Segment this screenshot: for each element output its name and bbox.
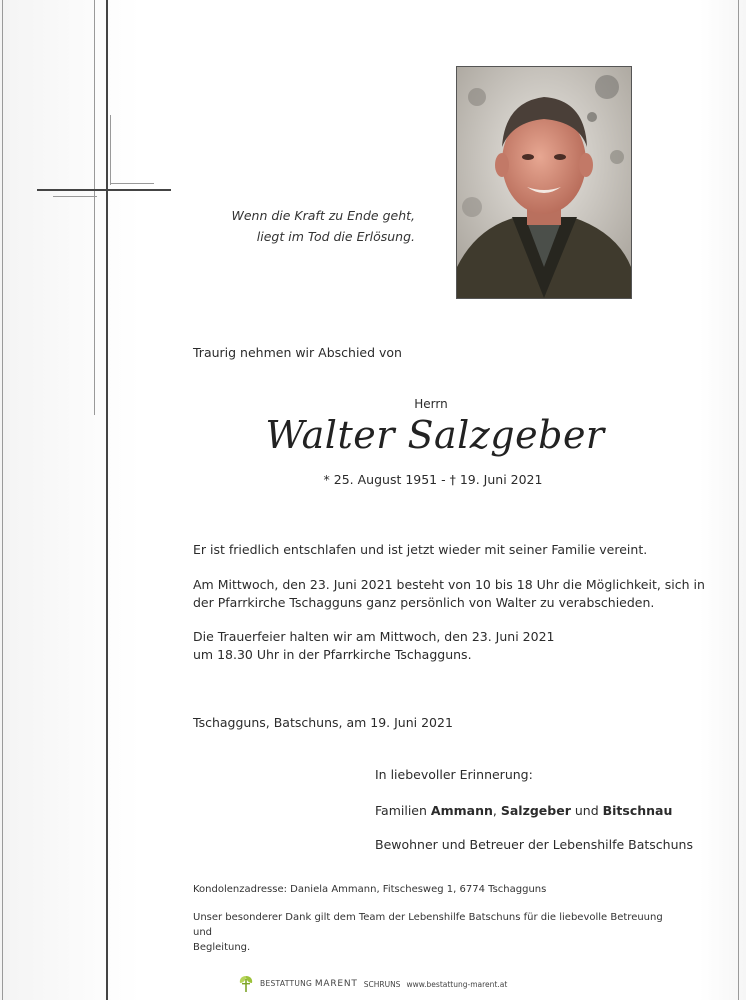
thanks-text: [193, 910, 673, 955]
family-name: Bitschnau: [602, 803, 673, 818]
quote: [200, 205, 415, 247]
condolence-address: Kondolenzadresse: Daniela Ammann, Fitschesweg 1, 6774 Tschagguns: [193, 884, 547, 895]
cross-horizontal-line: [37, 189, 171, 191]
life-dates: * 25. August 1951 - † 19. Juni 2021: [323, 472, 543, 487]
quote-line: liegt im Tod die Erlösung.: [256, 229, 415, 244]
paragraph-line: Am Mittwoch, den 23. Juni 2021 besteht von 10 bis 18 Uhr die Möglichkeit, sich in: [193, 577, 705, 592]
footer-brand-prefix: BESTATTUNG: [260, 979, 313, 988]
right-border-line: [738, 0, 739, 1000]
quote-line: Wenn die Kraft zu Ende geht,: [231, 208, 415, 223]
cross-vertical-thin-line: [94, 0, 95, 415]
footer-location: SCHRUNS: [363, 979, 401, 989]
paragraph-peaceful: [193, 541, 647, 559]
intro-text: Traurig nehmen wir Abschied von: [193, 345, 402, 360]
paragraph-viewing: [193, 576, 705, 612]
deceased-name: Walter Salzgeber: [265, 413, 605, 457]
thanks-line: Unser besonderer Dank gilt dem Team der Lebenshilfe Batschuns für die liebevolle Betreuung und: [193, 912, 663, 938]
families-prefix: Familien: [375, 803, 427, 818]
footer-brand: [260, 979, 358, 989]
salutation: Herrn: [414, 397, 448, 411]
cross-vertical-line: [106, 0, 108, 1000]
memory-heading: In liebevoller Erinnerung:: [375, 767, 533, 782]
paragraph-funeral: [193, 628, 554, 664]
cross-leaf-logo-icon: [238, 975, 254, 993]
cross-horizontal-thin-line: [110, 183, 154, 184]
family-name: Ammann: [430, 803, 493, 818]
separator: und: [574, 803, 599, 818]
footer-brand-name: MARENT: [314, 979, 358, 989]
paragraph-line: der Pfarrkirche Tschagguns ganz persönlich von Walter zu verabschieden.: [193, 595, 655, 610]
paragraph-line: Die Trauerfeier halten wir am Mittwoch, den 23. Juni 2021: [193, 629, 555, 644]
cross-vertical-short-line: [110, 115, 111, 185]
family-name: Salzgeber: [500, 803, 571, 818]
funeral-home-footer: [238, 974, 507, 994]
cross-horizontal-thin-line: [53, 196, 97, 197]
families-line: [375, 803, 672, 818]
place-date: Tschagguns, Batschuns, am 19. Juni 2021: [193, 715, 453, 730]
thanks-line: Begleitung.: [193, 942, 251, 953]
footer-website[interactable]: www.bestattung-marent.at: [406, 979, 508, 989]
paragraph-line: um 18.30 Uhr in der Pfarrkirche Tschagguns.: [193, 647, 472, 662]
paragraph-line: Er ist friedlich entschlafen und ist jetzt wieder mit seiner Familie vereint.: [193, 542, 648, 557]
portrait-image: [457, 67, 631, 298]
residents-line: Bewohner und Betreuer der Lebenshilfe Batschuns: [375, 837, 693, 852]
separator: ,: [492, 803, 497, 818]
left-border-line: [2, 0, 3, 1000]
portrait-photo: [456, 66, 632, 299]
